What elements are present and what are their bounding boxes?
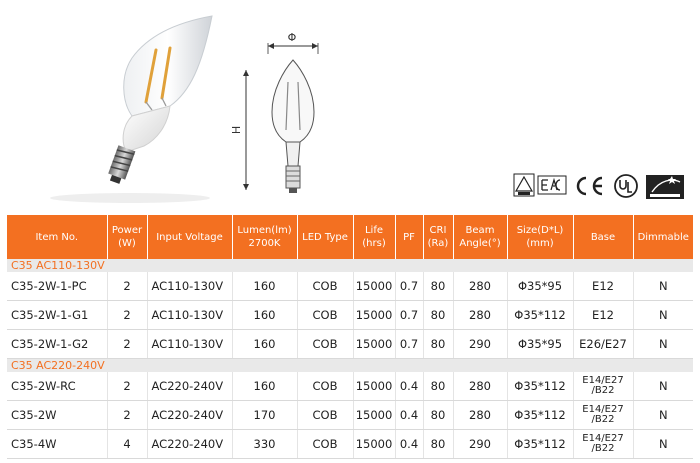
- cell-life: 15000: [353, 372, 395, 401]
- cell-beam-angle: 290: [453, 330, 507, 359]
- cell-base: E26/E27: [573, 330, 633, 359]
- column-header-input-voltage: Input Voltage: [147, 215, 232, 259]
- dimension-drawing: [226, 30, 346, 200]
- cell-pf: 0.7: [395, 301, 423, 330]
- column-header-beam-angle: Beam Angle(°): [453, 215, 507, 259]
- product-hero: [0, 0, 700, 215]
- column-header-dimmable: Dimmable: [633, 215, 693, 259]
- cell-life: 15000: [353, 272, 395, 301]
- cell-pf: 0.7: [395, 272, 423, 301]
- cell-base: E14/E27 /B22: [573, 372, 633, 401]
- cell-size: Φ35*112: [507, 301, 573, 330]
- cell-beam-angle: 280: [453, 372, 507, 401]
- spec-table: [7, 215, 693, 459]
- cell-size: Φ35*95: [507, 330, 573, 359]
- cell-life: 15000: [353, 430, 395, 459]
- cell-cri: 80: [423, 430, 453, 459]
- cell-lumen: 330: [232, 430, 297, 459]
- cell-beam-angle: 290: [453, 430, 507, 459]
- column-header-power: Power (W): [107, 215, 147, 259]
- cell-lumen: 160: [232, 330, 297, 359]
- cell-item-no: C35-2W-1-G2: [7, 330, 107, 359]
- cell-power: 2: [107, 272, 147, 301]
- group-row: [7, 359, 693, 373]
- cell-input-voltage: AC220-240V: [147, 401, 232, 430]
- cell-input-voltage: AC110-130V: [147, 330, 232, 359]
- cell-input-voltage: AC220-240V: [147, 430, 232, 459]
- cell-input-voltage: AC110-130V: [147, 301, 232, 330]
- cell-led-type: COB: [297, 301, 353, 330]
- cell-item-no: C35-2W-1-G1: [7, 301, 107, 330]
- cell-cri: 80: [423, 330, 453, 359]
- cell-life: 15000: [353, 301, 395, 330]
- cell-item-no: C35-2W: [7, 401, 107, 430]
- cell-pf: 0.7: [395, 330, 423, 359]
- table-row: [7, 272, 693, 301]
- cell-item-no: C35-2W-1-PC: [7, 272, 107, 301]
- ce-mark-icon: [578, 178, 602, 194]
- column-header-size: Size(D*L) (mm): [507, 215, 573, 259]
- cell-beam-angle: 280: [453, 401, 507, 430]
- cell-dimmable: N: [633, 401, 693, 430]
- cell-dimmable: N: [633, 272, 693, 301]
- cell-dimmable: N: [633, 330, 693, 359]
- cell-dimmable: N: [633, 430, 693, 459]
- energy-star-icon: [646, 175, 684, 199]
- cell-base: E12: [573, 301, 633, 330]
- cell-input-voltage: AC110-130V: [147, 272, 232, 301]
- cell-pf: 0.4: [395, 401, 423, 430]
- column-header-pf: PF: [395, 215, 423, 259]
- table-row: [7, 330, 693, 359]
- cell-input-voltage: AC220-240V: [147, 372, 232, 401]
- ul-logo-icon: [615, 175, 637, 197]
- column-header-cri: CRI (Ra): [423, 215, 453, 259]
- table-row: [7, 372, 693, 401]
- cell-size: Φ35*112: [507, 401, 573, 430]
- cell-cri: 80: [423, 272, 453, 301]
- cell-item-no: C35-2W-RC: [7, 372, 107, 401]
- cell-beam-angle: 280: [453, 301, 507, 330]
- cell-led-type: COB: [297, 272, 353, 301]
- cell-power: 2: [107, 401, 147, 430]
- column-header-base: Base: [573, 215, 633, 259]
- height-label: H: [230, 125, 243, 135]
- column-header-lumen: Lumen(lm) 2700K: [232, 215, 297, 259]
- cell-lumen: 160: [232, 272, 297, 301]
- cell-base: E14/E27 /B22: [573, 401, 633, 430]
- cell-lumen: 160: [232, 301, 297, 330]
- cell-size: Φ35*112: [507, 372, 573, 401]
- certification-logos: [510, 170, 690, 204]
- cell-beam-angle: 280: [453, 272, 507, 301]
- column-header-led-type: LED Type: [297, 215, 353, 259]
- cell-lumen: 160: [232, 372, 297, 401]
- eac-logo-icon: [538, 176, 566, 194]
- group-row: [7, 259, 693, 272]
- cell-power: 2: [107, 372, 147, 401]
- table-row: [7, 430, 693, 459]
- cell-led-type: COB: [297, 330, 353, 359]
- group-title: C35 AC220-240V: [7, 359, 693, 373]
- table-row: [7, 301, 693, 330]
- cell-base: E14/E27 /B22: [573, 430, 633, 459]
- table-header-row: [7, 215, 693, 259]
- cell-led-type: COB: [297, 401, 353, 430]
- cell-lumen: 170: [232, 401, 297, 430]
- table-body: [7, 259, 693, 459]
- cell-cri: 80: [423, 301, 453, 330]
- cell-cri: 80: [423, 401, 453, 430]
- cell-power: 4: [107, 430, 147, 459]
- cell-life: 15000: [353, 401, 395, 430]
- cell-size: Φ35*112: [507, 430, 573, 459]
- cell-life: 15000: [353, 330, 395, 359]
- cell-pf: 0.4: [395, 430, 423, 459]
- column-header-life: Life (hrs): [353, 215, 395, 259]
- cell-cri: 80: [423, 372, 453, 401]
- cell-led-type: COB: [297, 372, 353, 401]
- cell-led-type: COB: [297, 430, 353, 459]
- cell-power: 2: [107, 301, 147, 330]
- column-header-item-no: Item No.: [7, 215, 107, 259]
- bulb-photo: [40, 6, 230, 206]
- cell-power: 2: [107, 330, 147, 359]
- tuv-logo-icon: [514, 174, 534, 196]
- cell-base: E12: [573, 272, 633, 301]
- cell-item-no: C35-4W: [7, 430, 107, 459]
- table-row: [7, 401, 693, 430]
- diameter-label: Φ: [287, 31, 297, 44]
- cell-dimmable: N: [633, 301, 693, 330]
- group-title: C35 AC110-130V: [7, 259, 693, 272]
- cell-size: Φ35*95: [507, 272, 573, 301]
- cell-dimmable: N: [633, 372, 693, 401]
- cell-pf: 0.4: [395, 372, 423, 401]
